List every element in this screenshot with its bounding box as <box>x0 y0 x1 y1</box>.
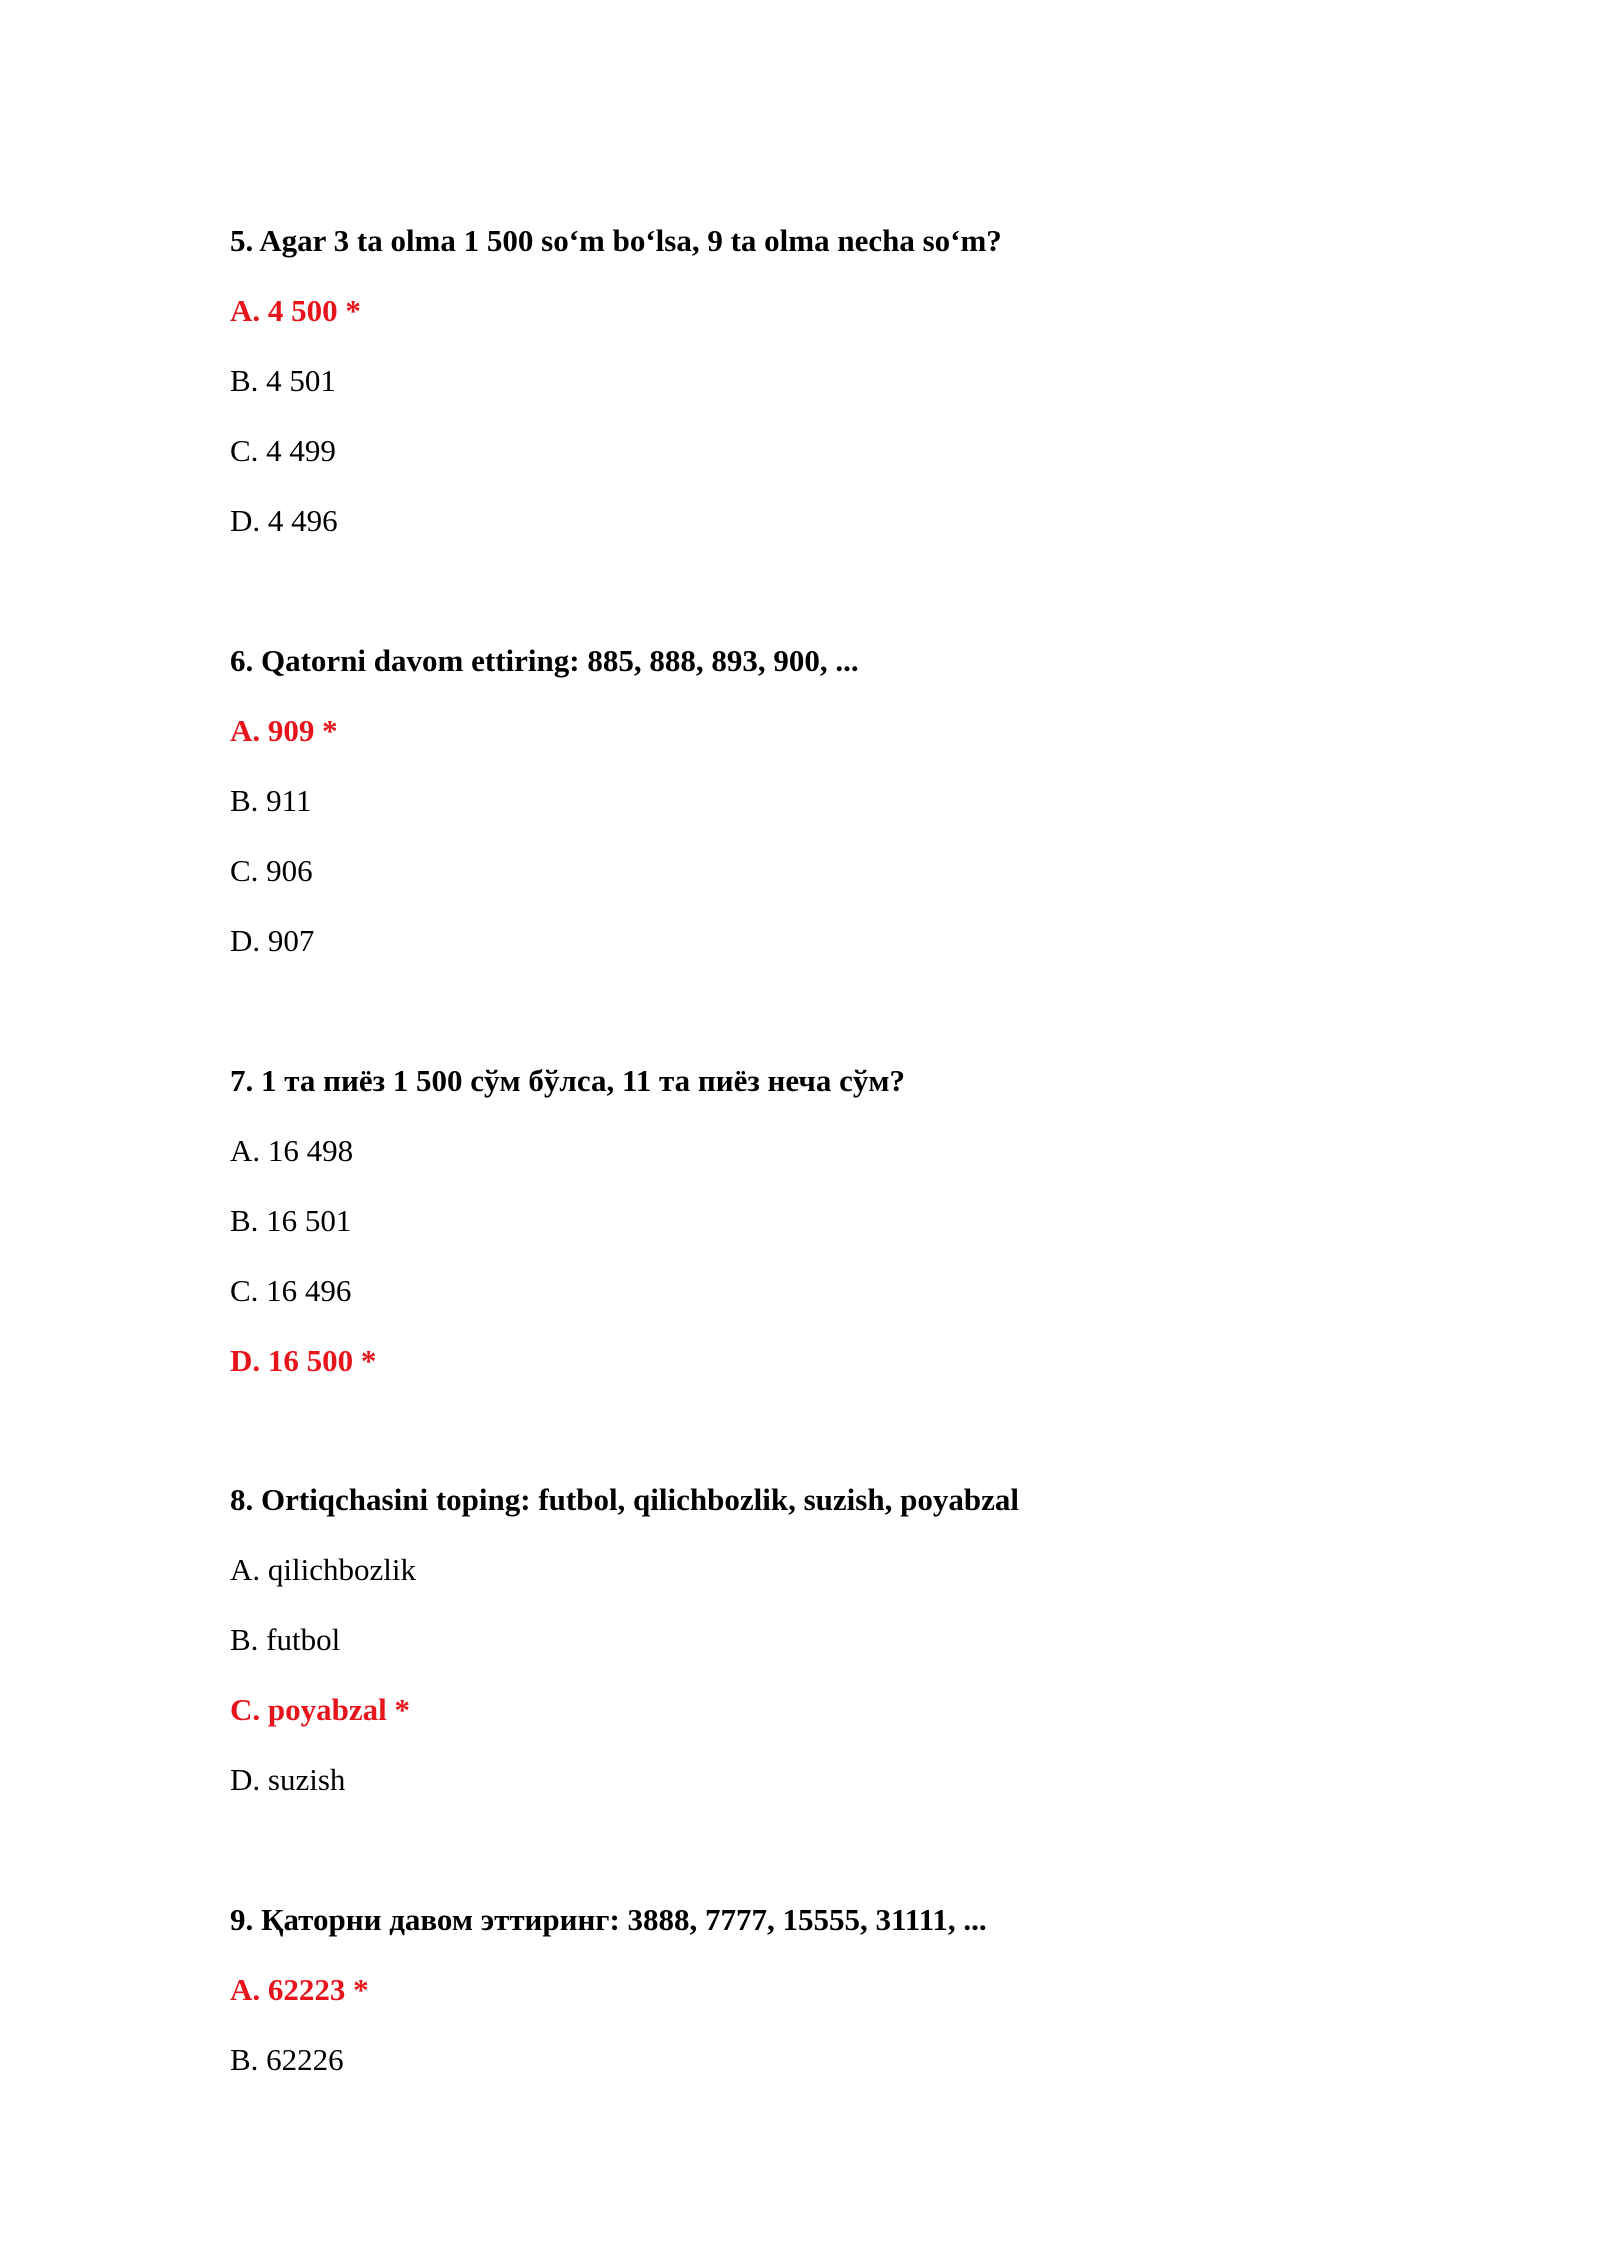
option-a: A. 16 498 <box>230 1133 354 1168</box>
question-8 <box>230 1480 1430 1800</box>
question-5 <box>230 221 1430 541</box>
question-6 <box>230 641 1430 961</box>
question-7 <box>230 1061 1430 1381</box>
option-a-correct: A. 62223 * <box>230 1972 369 2007</box>
option-b: B. futbol <box>230 1622 341 1657</box>
option-d: D. 907 <box>230 923 315 958</box>
question-text: 5. Agar 3 ta olma 1 500 so‘m bo‘lsa, 9 ta olma necha so‘m? <box>230 223 1002 258</box>
option-a-correct: A. 4 500 * <box>230 293 361 328</box>
option-c: C. 906 <box>230 853 313 888</box>
question-text: 6. Qatorni davom ettiring: 885, 888, 893, 900, ... <box>230 643 859 678</box>
question-text: 7. 1 та пиёз 1 500 сўм бўлса, 11 та пиёз неча сўм? <box>230 1063 905 1098</box>
option-c: C. 4 499 <box>230 433 336 468</box>
option-b: B. 911 <box>230 783 312 818</box>
option-d: D. suzish <box>230 1762 346 1797</box>
question-text: 9. Қаторни давом эттиринг: 3888, 7777, 15555, 31111, ... <box>230 1902 987 1937</box>
option-b: B. 4 501 <box>230 363 336 398</box>
option-d-correct: D. 16 500 * <box>230 1343 377 1378</box>
option-c: C. 16 496 <box>230 1273 352 1308</box>
option-b: B. 16 501 <box>230 1203 352 1238</box>
option-b: B. 62226 <box>230 2042 344 2077</box>
option-a: A. qilichbozlik <box>230 1552 416 1587</box>
question-text: 8. Ortiqchasini toping: futbol, qilichbozlik, suzish, poyabzal <box>230 1482 1019 1517</box>
option-a-correct: A. 909 * <box>230 713 338 748</box>
question-9 <box>230 1900 1430 2080</box>
option-d: D. 4 496 <box>230 503 338 538</box>
option-c-correct: C. poyabzal * <box>230 1692 410 1727</box>
